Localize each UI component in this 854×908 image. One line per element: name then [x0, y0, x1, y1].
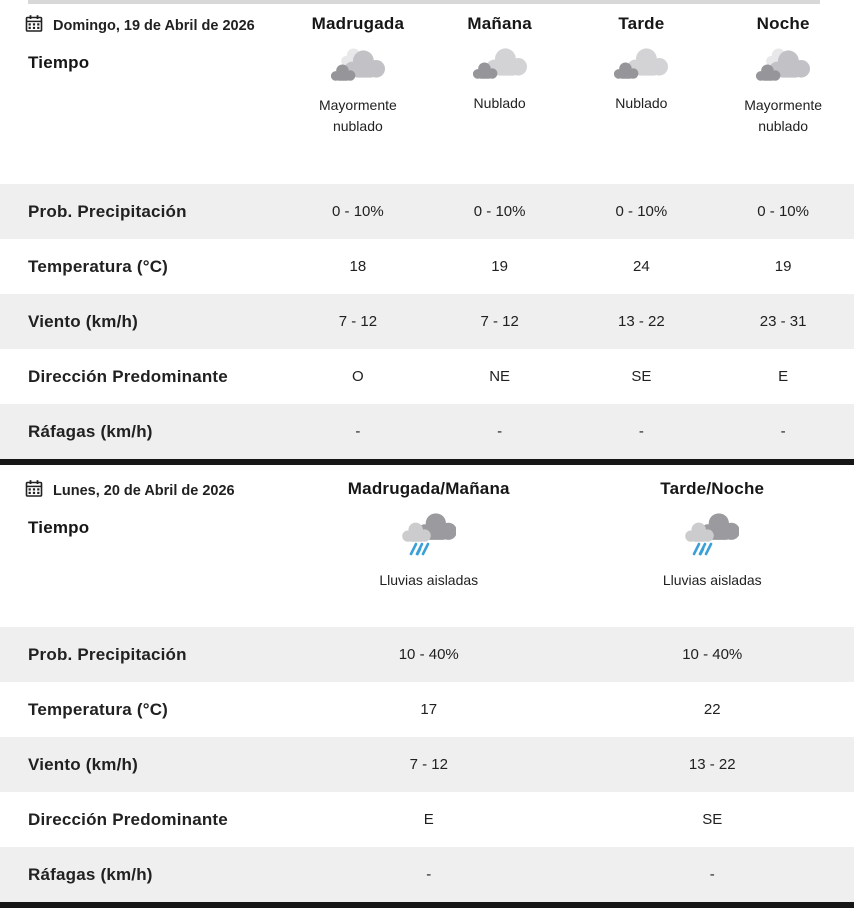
row-label-precipitation: Prob. Precipitación [0, 627, 287, 682]
date-label: Domingo, 19 de Abril de 2026 [53, 18, 255, 34]
date-label: Lunes, 20 de Abril de 2026 [53, 483, 235, 499]
value-cell: 22 [571, 682, 854, 737]
value-cell: - [429, 404, 571, 459]
value-cell: 7 - 12 [287, 737, 571, 792]
table-row-wind [0, 294, 854, 349]
condition-cell [429, 35, 571, 184]
value-cell: 10 - 40% [287, 627, 571, 682]
row-label-wind: Viento (km/h) [0, 294, 287, 349]
table-row-wind [0, 737, 854, 792]
value-cell: E [287, 792, 571, 847]
mostly-cloudy-icon [331, 48, 385, 84]
rain-icon [685, 513, 739, 559]
row-label-gusts: Ráfagas (km/h) [0, 404, 287, 459]
condition-cell [571, 500, 854, 627]
table-row-temperature [0, 239, 854, 294]
cloudy-icon [614, 48, 668, 82]
table-row-precipitation [0, 627, 854, 682]
column-header-tarde: Tarde [571, 0, 713, 35]
table-row-temperature [0, 682, 854, 737]
top-strip [28, 0, 820, 4]
weather-row [0, 500, 854, 627]
value-cell: - [571, 404, 713, 459]
column-header-manana: Mañana [429, 0, 571, 35]
condition-label: Lluvias aisladas [370, 570, 488, 591]
bottom-border [0, 902, 854, 908]
value-cell: 13 - 22 [571, 294, 713, 349]
value-cell: 0 - 10% [571, 184, 713, 239]
value-cell: SE [571, 349, 713, 404]
row-label-wind: Viento (km/h) [0, 737, 287, 792]
table-row-direction [0, 792, 854, 847]
condition-label: Nublado [441, 93, 559, 114]
table-header-row [0, 465, 854, 500]
condition-cell [571, 35, 713, 184]
condition-cell [287, 35, 429, 184]
row-label-direction: Dirección Predominante [0, 792, 287, 847]
row-label-gusts: Ráfagas (km/h) [0, 847, 287, 902]
calendar-icon [24, 479, 44, 499]
date-header [0, 465, 287, 500]
rain-icon [402, 513, 456, 559]
value-cell: - [287, 404, 429, 459]
value-cell: 10 - 40% [571, 627, 854, 682]
value-cell: - [571, 847, 854, 902]
value-cell: 7 - 12 [429, 294, 571, 349]
value-cell: 19 [712, 239, 854, 294]
value-cell: - [287, 847, 571, 902]
value-cell: SE [571, 792, 854, 847]
value-cell: 23 - 31 [712, 294, 854, 349]
value-cell: E [712, 349, 854, 404]
row-label-temperature: Temperatura (°C) [0, 239, 287, 294]
table-header-row [0, 0, 854, 35]
condition-label: Mayormente nublado [724, 95, 842, 137]
value-cell: 0 - 10% [429, 184, 571, 239]
row-label-tiempo: Tiempo [0, 35, 287, 184]
value-cell: 24 [571, 239, 713, 294]
value-cell: 13 - 22 [571, 737, 854, 792]
value-cell: 17 [287, 682, 571, 737]
cloudy-icon [473, 48, 527, 82]
row-label-precipitation: Prob. Precipitación [0, 184, 287, 239]
value-cell: O [287, 349, 429, 404]
condition-label: Mayormente nublado [299, 95, 417, 137]
value-cell: 18 [287, 239, 429, 294]
row-label-temperature: Temperatura (°C) [0, 682, 287, 737]
column-header-noche: Noche [712, 0, 854, 35]
value-cell: 0 - 10% [712, 184, 854, 239]
condition-cell [712, 35, 854, 184]
table-row-direction [0, 349, 854, 404]
condition-label: Lluvias aisladas [653, 570, 771, 591]
value-cell: 19 [429, 239, 571, 294]
forecast-table-day2 [0, 465, 854, 902]
date-header [0, 0, 287, 35]
condition-label: Nublado [582, 93, 700, 114]
row-label-direction: Dirección Predominante [0, 349, 287, 404]
column-header-madrugada: Madrugada [287, 0, 429, 35]
calendar-icon [24, 14, 44, 34]
mostly-cloudy-icon [756, 48, 810, 84]
column-header-madrugada-manana: Madrugada/Mañana [287, 465, 571, 500]
row-label-tiempo: Tiempo [0, 500, 287, 627]
value-cell: 0 - 10% [287, 184, 429, 239]
table-row-precipitation [0, 184, 854, 239]
table-row-gusts [0, 847, 854, 902]
value-cell: NE [429, 349, 571, 404]
value-cell: 7 - 12 [287, 294, 429, 349]
table-row-gusts [0, 404, 854, 459]
value-cell: - [712, 404, 854, 459]
condition-cell [287, 500, 571, 627]
weather-row [0, 35, 854, 184]
column-header-tarde-noche: Tarde/Noche [571, 465, 854, 500]
